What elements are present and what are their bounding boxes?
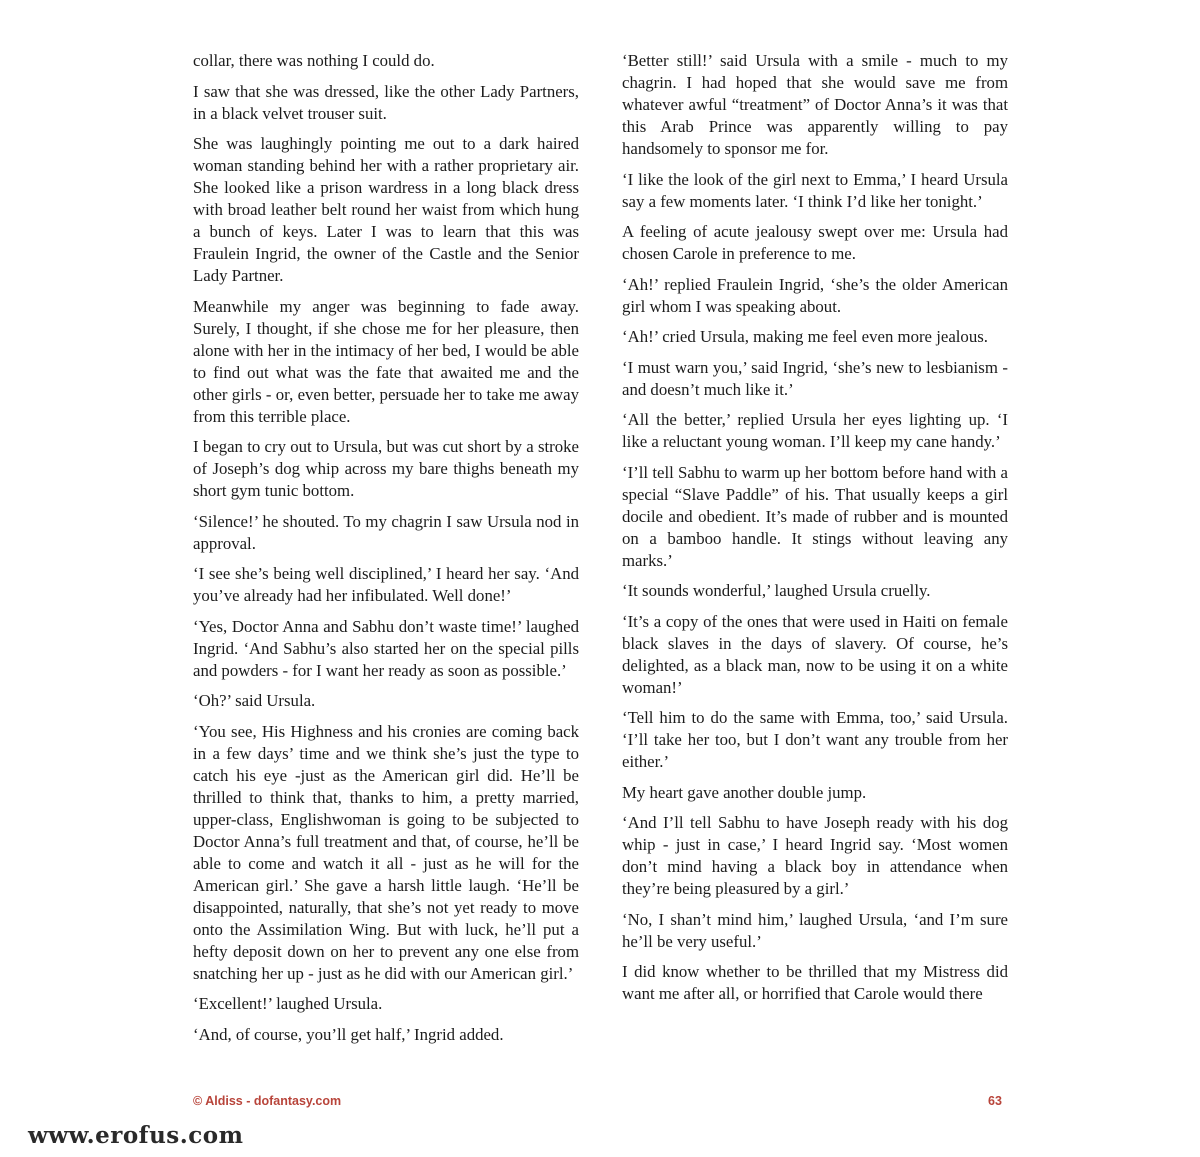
left-text-column (193, 50, 579, 1054)
paragraph: ‘Excellent!’ laughed Ursula. (193, 994, 383, 1013)
paragraph: ‘Oh?’ said Ursula. (193, 691, 316, 710)
paragraph: ‘Silence!’ he shouted. To my chagrin I saw Ursula nod in approval. (193, 511, 579, 553)
paragraph: ‘And I’ll tell Sabhu to have Joseph ready with his dog whip - just in case,’ I heard Ingrid say. ‘Most women don’t mind having a black boy in attendance when they’re being pleasured by a girl.’ (622, 813, 1008, 898)
paragraph: ‘Ah!’ cried Ursula, making me feel even more jealous. (622, 327, 988, 346)
paragraph: ‘Tell him to do the same with Emma, too,’ said Ursula. ‘I’ll take her too, but I don’t want any trouble from her either.’ (622, 708, 1008, 771)
paragraph: ‘Better still!’ said Ursula with a smile - much to my chagrin. I had hoped that she would save me from whatever awful “treatment” of Doctor Anna’s it was that this Arab Prince was apparently willing to pay handsomely to sponsor me for. (622, 51, 1008, 158)
paragraph: ‘Yes, Doctor Anna and Sabhu don’t waste time!’ laughed Ingrid. ‘And Sabhu’s also started her on the special pills and powders - for I want her ready as soon as possible.’ (193, 616, 579, 680)
paragraph: ‘It’s a copy of the ones that were used in Haiti on female black slaves in the days of slavery. Of course, he’s delighted, as a black man, now to be using it on a white woman!’ (622, 611, 1008, 697)
paragraph: ‘I must warn you,’ said Ingrid, ‘she’s new to lesbianism - and doesn’t much like it.’ (622, 357, 1008, 399)
paragraph: I did know whether to be thrilled that my Mistress did want me after all, or horrified that Carole would there (622, 962, 1008, 1003)
paragraph: ‘All the better,’ replied Ursula her eyes lighting up. ‘I like a reluctant young woman. I’ll keep my cane handy.’ (622, 410, 1008, 451)
footer-copyright: © Aldiss - dofantasy.com (193, 1094, 342, 1108)
paragraph: My heart gave another double jump. (622, 782, 867, 802)
paragraph: She was laughingly pointing me out to a dark haired woman standing behind her with a rather proprietary air. She looked like a prison wardress in a long black dress with broad leather belt round her waist from which hung a bunch of keys. Later I was to learn that this was Fraulein Ingrid, the owner of the Castle and the Senior Lady Partner. (193, 134, 579, 285)
paragraph: ‘It sounds wonderful,’ laughed Ursula cruelly. (622, 581, 931, 600)
paragraph: ‘No, I shan’t mind him,’ laughed Ursula, ‘and I’m sure he’ll be very useful.’ (622, 909, 1008, 951)
paragraph: ‘Ah!’ replied Fraulein Ingrid, ‘she’s the older American girl whom I was speaking about. (622, 274, 1008, 316)
paragraph: Meanwhile my anger was beginning to fade away. Surely, I thought, if she chose me for her pleasure, then alone with her in the intimacy of her bed, I would be able to find out what was the fate that awaited me and the other girls - or, even better, persuade her to take me away from this terrible place. (193, 296, 579, 426)
right-text-column (622, 50, 1008, 1014)
paragraph: collar, there was nothing I could do. (193, 51, 435, 70)
paragraph: I saw that she was dressed, like the other Lady Partners, in a black velvet trouser suit. (193, 81, 579, 123)
paragraph: ‘I like the look of the girl next to Emma,’ I heard Ursula say a few moments later. ‘I think I’d like her tonight.’ (622, 169, 1008, 211)
paragraph: ‘I’ll tell Sabhu to warm up her bottom before hand with a special “Slave Paddle” of his. That usually keeps a girl docile and obedient. It’s made of rubber and is mounted on a bamboo handle. It stings without leaving any marks.’ (622, 462, 1008, 570)
page-number: 63 (988, 1094, 1002, 1108)
paragraph: ‘I see she’s being well disciplined,’ I heard her say. ‘And you’ve already had her infibulated. Well done!’ (193, 564, 579, 605)
site-watermark: www.erofus.com (28, 1122, 244, 1149)
paragraph: ‘And, of course, you’ll get half,’ Ingrid added. (193, 1024, 504, 1044)
paragraph: A feeling of acute jealousy swept over me: Ursula had chosen Carole in preference to me. (622, 222, 1008, 263)
paragraph: I began to cry out to Ursula, but was cut short by a stroke of Joseph’s dog whip across my bare thighs beneath my short gym tunic bottom. (193, 437, 579, 500)
paragraph: ‘You see, His Highness and his cronies are coming back in a few days’ time and we think she’s just the type to catch his eye -just as the American girl did. He’ll be thrilled to think that, thanks to him, a pretty married, upper-class, Englishwoman is going to be subjected to Doctor Anna’s full treatment and that, of course, he’ll be able to come and watch it all - just as he will for the American girl.’ She gave a harsh little laugh. ‘He’ll be disappointed, naturally, that she’s not yet ready to move onto the Assimilation Wing. But with luck, he’ll put a hefty deposit down on her to prevent any one else from snatching her up - just as he did with our American girl.’ (193, 721, 579, 983)
